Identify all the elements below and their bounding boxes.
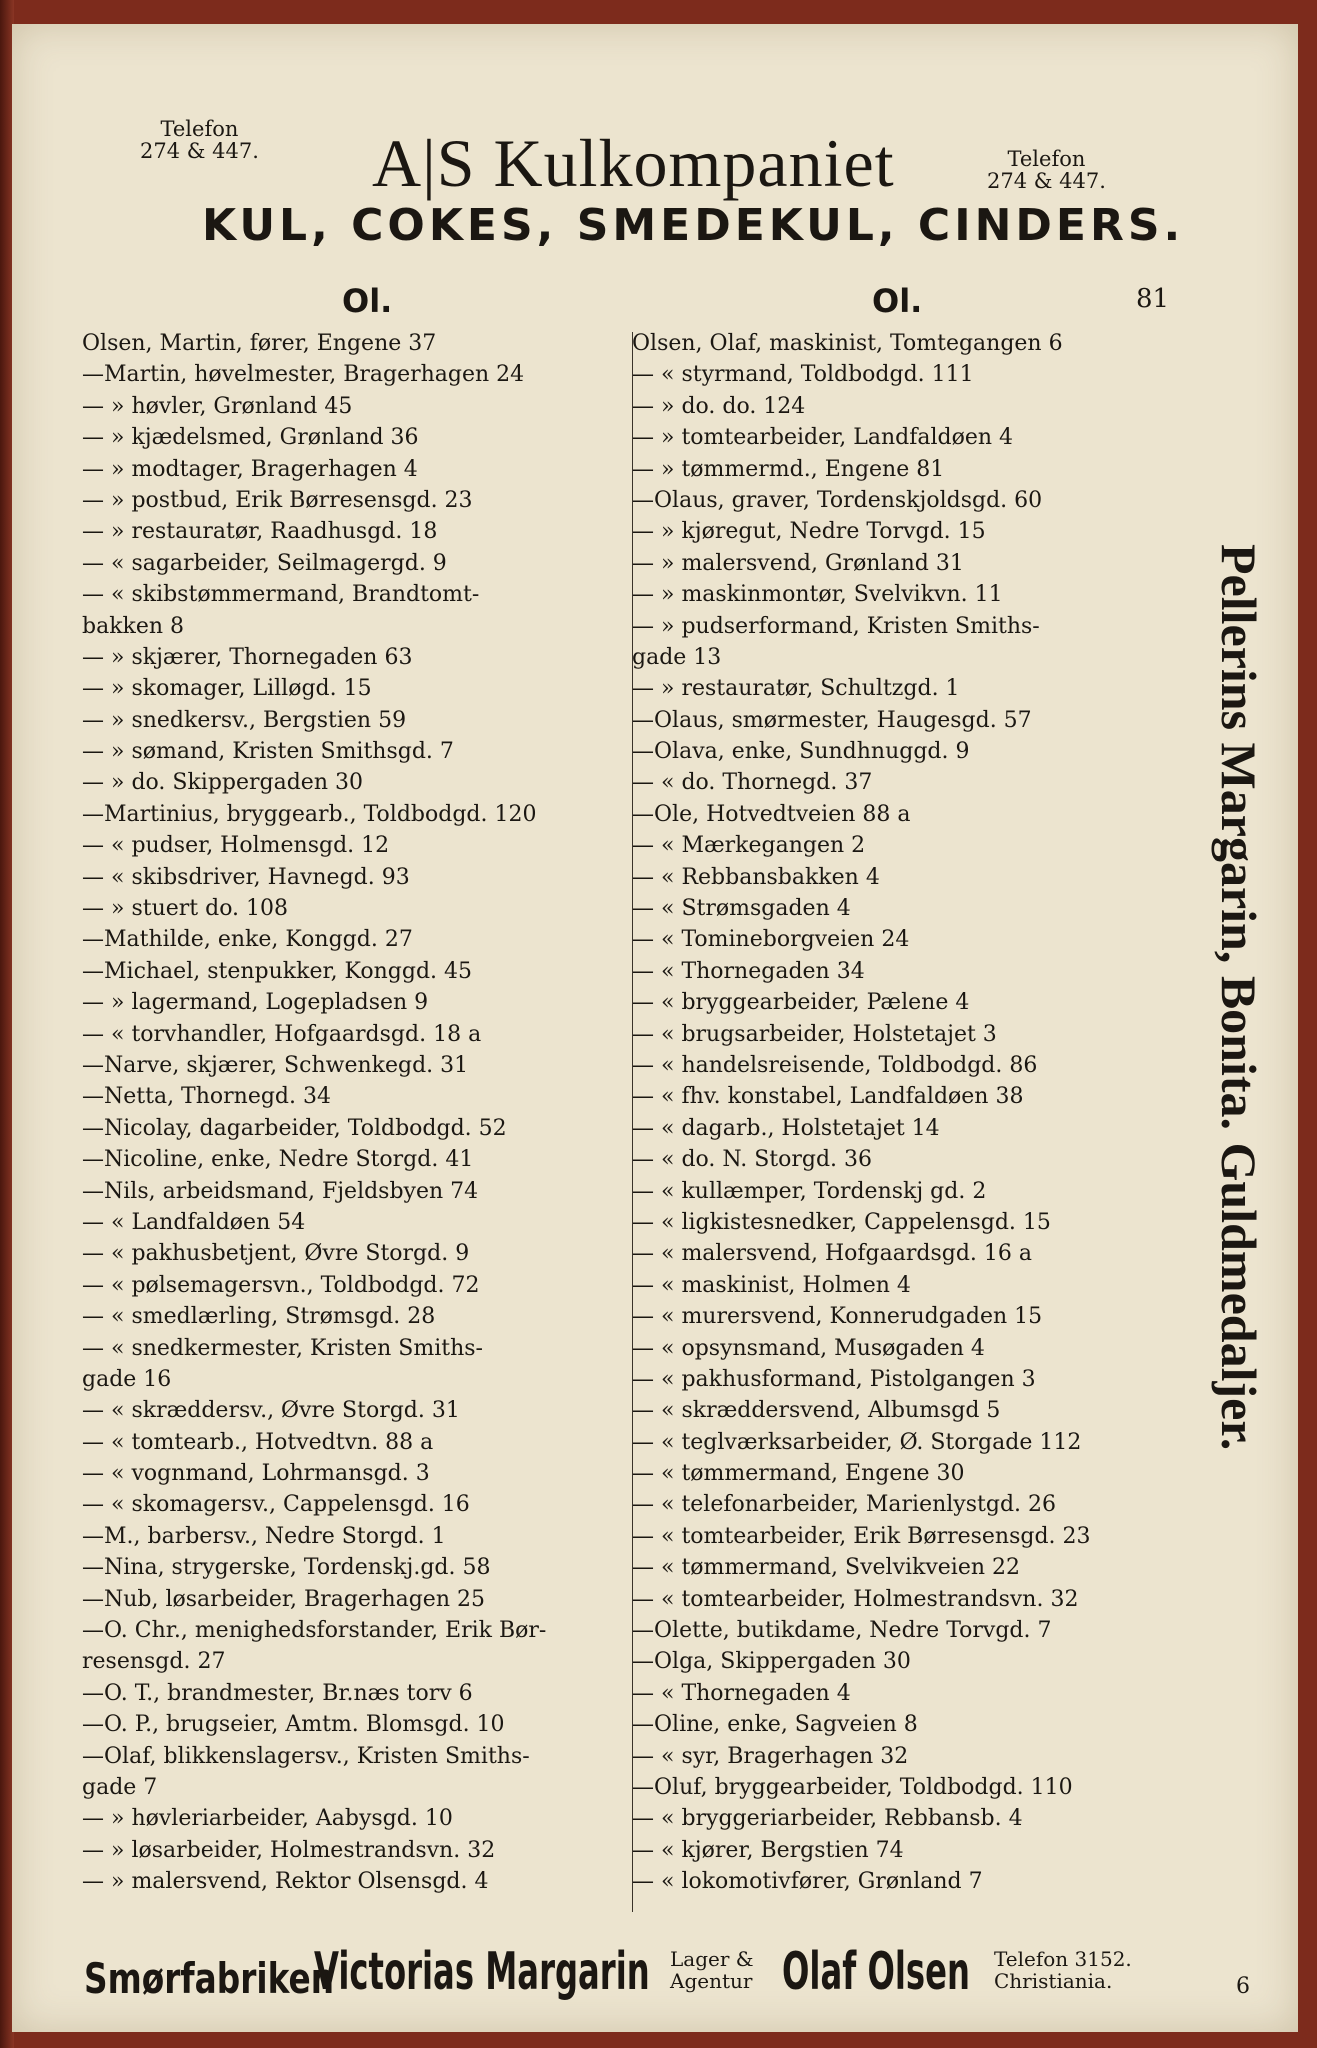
directory-entry: — » kjøregut, Nedre Torvgd. 15	[632, 519, 986, 545]
directory-entry: — « styrmand, Toldbodgd. 111	[632, 362, 974, 388]
directory-page	[12, 24, 1298, 2032]
directory-entry: gade 13	[632, 644, 722, 670]
directory-entry: — « vognmand, Lohrmansgd. 3	[82, 1461, 430, 1487]
directory-entry: gade 7	[82, 1774, 158, 1800]
directory-entry: bakken 8	[82, 613, 185, 639]
directory-entry: — « lokomotivfører, Grønland 7	[632, 1869, 983, 1895]
directory-entry: — « do. N. Storgd. 36	[632, 1147, 873, 1173]
directory-entry: —Oline, enke, Sagveien 8	[632, 1712, 918, 1738]
directory-entry: — « ligkistesnedker, Cappelensgd. 15	[632, 1209, 1051, 1235]
directory-entry: Olsen, Martin, fører, Engene 37	[82, 331, 437, 356]
footer-telephone-line2: Christiania.	[994, 1969, 1113, 1993]
directory-entry: — » kjædelsmed, Grønland 36	[82, 425, 419, 451]
directory-entry: —Netta, Thornegd. 34	[82, 1084, 331, 1110]
directory-entry: — « pølsemagersvn., Toldbodgd. 72	[82, 1272, 480, 1298]
directory-entry: — « telefonarbeider, Marienlystgd. 26	[632, 1492, 1057, 1518]
directory-entry: — « tomtearbeider, Holmestrandsvn. 32	[632, 1586, 1079, 1612]
column-heading-right: Ol.	[872, 282, 923, 320]
directory-entry: — « malersvend, Hofgaardsgd. 16 a	[632, 1241, 1033, 1267]
directory-entry: —M., barbersv., Nedre Storgd. 1	[82, 1523, 446, 1549]
header-telephone-left	[140, 118, 259, 162]
directory-entry: — « skibsdriver, Havnegd. 93	[82, 864, 410, 890]
directory-entry: — « pakhusbetjent, Øvre Storgd. 9	[82, 1241, 470, 1267]
directory-entry: — » snedkersv., Bergstien 59	[82, 707, 407, 733]
directory-entry: —Olava, enke, Sundhnuggd. 9	[632, 739, 970, 765]
directory-entry: —Mathilde, enke, Konggd. 27	[82, 927, 413, 953]
directory-entry: — » modtager, Bragerhagen 4	[82, 456, 418, 482]
directory-entry: — » skomager, Lilløgd. 15	[82, 676, 372, 702]
directory-entry: — « skræddersv., Øvre Storgd. 31	[82, 1398, 460, 1424]
directory-entry: — » løsarbeider, Holmestrandsvn. 32	[82, 1837, 496, 1863]
directory-entry: — » høvler, Grønland 45	[82, 393, 353, 419]
directory-entry: — « smedlærling, Strømsgd. 28	[82, 1304, 436, 1330]
directory-entry: — « tomtearb., Hotvedtvn. 88 a	[82, 1429, 434, 1455]
header-telephone-right	[987, 148, 1106, 192]
directory-entry: — « teglværksarbeider, Ø. Storgade 112	[632, 1429, 1082, 1455]
footer-lager-agentur	[670, 1948, 754, 1992]
footer-advert-smorfabriken: Smørfabriken	[84, 1954, 335, 2003]
directory-entry: — « Rebbansbakken 4	[632, 864, 880, 890]
side-advert-text: Pellerins Margarin, Bonita. Guldmedaljer.	[1211, 544, 1267, 1451]
directory-entry: — « dagarb., Holstetajet 14	[632, 1115, 940, 1141]
directory-entry: —Nicoline, enke, Nedre Storgd. 41	[82, 1147, 474, 1173]
directory-entry: — « syr, Bragerhagen 32	[632, 1743, 909, 1769]
telephone-label: Telefon	[160, 117, 239, 141]
directory-entry: — » postbud, Erik Børresensgd. 23	[82, 487, 473, 513]
directory-entry: — « torvhandler, Hofgaardsgd. 18 a	[82, 1021, 482, 1047]
directory-entry: —Nub, løsarbeider, Bragerhagen 25	[82, 1586, 485, 1612]
footer-telephone-line1: Telefon 3152.	[994, 1947, 1132, 1971]
directory-entry: — « brugsarbeider, Holstetajet 3	[632, 1021, 997, 1047]
directory-entry: —O. P., brugseier, Amtm. Blomsgd. 10	[82, 1712, 505, 1738]
directory-entry: — « skomagersv., Cappelensgd. 16	[82, 1492, 470, 1518]
left-column-entries	[82, 328, 627, 1898]
directory-entry: —Olga, Skippergaden 30	[632, 1649, 911, 1675]
page-header-advert	[12, 24, 1298, 254]
directory-entry: —Narve, skjærer, Schwenkegd. 31	[82, 1052, 469, 1078]
directory-entry: —O. T., brandmester, Br.næs torv 6	[82, 1680, 473, 1706]
directory-entry: — « Strømsgaden 4	[632, 896, 851, 922]
directory-entry: resensgd. 27	[82, 1649, 226, 1675]
directory-entry: — « sagarbeider, Seilmagergd. 9	[82, 550, 447, 576]
products-line: KUL, COKES, SMEDEKUL, CINDERS.	[202, 200, 1185, 251]
right-column-entries	[632, 328, 1162, 1898]
directory-entry: — « tømmermand, Svelvikveien 22	[632, 1555, 1021, 1581]
directory-entry: —Olaus, smørmester, Haugesgd. 57	[632, 707, 1032, 733]
directory-entry: — « maskinist, Holmen 4	[632, 1272, 911, 1298]
footer-advert-olaf-olsen: Olaf Olsen	[782, 1942, 970, 2002]
footer-lager-line1: Lager &	[670, 1947, 754, 1971]
directory-entry: — « Landfaldøen 54	[82, 1209, 306, 1235]
footer-lager-line2: Agentur	[670, 1969, 753, 1993]
directory-entry: — » pudserformand, Kristen Smiths-	[632, 613, 1040, 639]
directory-entry: — « do. Thornegd. 37	[632, 770, 873, 796]
directory-entry: — « Tomineborgveien 24	[632, 927, 910, 953]
directory-entry: gade 16	[82, 1366, 172, 1392]
directory-entry: — » restauratør, Raadhusgd. 18	[82, 519, 438, 545]
directory-entry: — » sømand, Kristen Smithsgd. 7	[82, 739, 454, 765]
directory-entry: — » malersvend, Grønland 31	[632, 550, 964, 576]
directory-entry: — « fhv. konstabel, Landfaldøen 38	[632, 1084, 1024, 1110]
directory-entry: — « murersvend, Konnerudgaden 15	[632, 1304, 1043, 1330]
directory-entry: — « tomtearbeider, Erik Børresensgd. 23	[632, 1523, 1091, 1549]
directory-entry: — » lagermand, Logepladsen 9	[82, 990, 429, 1016]
directory-entry: — « Mærkegangen 2	[632, 833, 866, 859]
directory-entry: — « bryggeriarbeider, Rebbansb. 4	[632, 1806, 1023, 1832]
directory-entry: —O. Chr., menighedsforstander, Erik Bør-	[82, 1618, 547, 1644]
signature-mark-number: 6	[1236, 1974, 1250, 1999]
telephone-label: Telefon	[1007, 147, 1086, 171]
vertical-side-advert	[1211, 544, 1284, 1594]
directory-entry: — « Thornegaden 34	[632, 958, 865, 984]
telephone-number: 274 & 447.	[987, 169, 1106, 193]
page-number: 81	[1136, 284, 1170, 314]
directory-entry: — « bryggearbeider, Pælene 4	[632, 990, 970, 1016]
directory-entry: — « kullæmper, Tordenskj gd. 2	[632, 1178, 987, 1204]
directory-entry: — » do. Skippergaden 30	[82, 770, 363, 796]
directory-entry: —Olaf, blikkenslagersv., Kristen Smiths-	[82, 1743, 530, 1769]
directory-entry: —Michael, stenpukker, Konggd. 45	[82, 958, 473, 984]
directory-entry: — « kjører, Bergstien 74	[632, 1837, 904, 1863]
directory-entry: — « pudser, Holmensgd. 12	[82, 833, 390, 859]
directory-entry: — « snedkermester, Kristen Smiths-	[82, 1335, 483, 1361]
directory-entry: —Nils, arbeidsmand, Fjeldsbyen 74	[82, 1178, 479, 1204]
directory-entry: —Oluf, bryggearbeider, Toldbodgd. 110	[632, 1774, 1073, 1800]
directory-entry: —Olaus, graver, Tordenskjoldsgd. 60	[632, 487, 1043, 513]
directory-entry: —Nicolay, dagarbeider, Toldbodgd. 52	[82, 1115, 507, 1141]
column-heading-left: Ol.	[342, 282, 393, 320]
directory-entry: — » stuert do. 108	[82, 896, 289, 922]
directory-entry: — » maskinmontør, Svelvikvn. 11	[632, 582, 1003, 608]
directory-entry: — « handelsreisende, Toldbodgd. 86	[632, 1052, 1038, 1078]
directory-entry: —Martin, høvelmester, Bragerhagen 24	[82, 362, 525, 388]
directory-entry: — » do. do. 124	[632, 393, 806, 419]
directory-entry: — » tomtearbeider, Landfaldøen 4	[632, 425, 1013, 451]
telephone-number: 274 & 447.	[140, 139, 259, 163]
page-footer-advert	[12, 1938, 1298, 2018]
directory-entry: Olsen, Olaf, maskinist, Tomtegangen 6	[632, 331, 1063, 356]
footer-telephone	[994, 1948, 1132, 1992]
directory-entry: — » høvleriarbeider, Aabysgd. 10	[82, 1806, 453, 1832]
directory-entry: — » restauratør, Schultzgd. 1	[632, 676, 960, 702]
directory-entry: — « skibstømmermand, Brandtomt-	[82, 582, 480, 608]
directory-entry: —Martinius, bryggearb., Toldbodgd. 120	[82, 801, 537, 827]
directory-entry: — « opsynsmand, Musøgaden 4	[632, 1335, 985, 1361]
directory-entry: — « Thornegaden 4	[632, 1680, 851, 1706]
directory-entry: —Nina, strygerske, Tordenskj.gd. 58	[82, 1555, 491, 1581]
company-name: A|S Kulkompaniet	[372, 125, 895, 201]
directory-entry: —Olette, butikdame, Nedre Torvgd. 7	[632, 1618, 1052, 1644]
directory-entry: — » tømmermd., Engene 81	[632, 456, 945, 482]
directory-entry: — » skjærer, Thornegaden 63	[82, 644, 413, 670]
directory-entry: — « skræddersvend, Albumsgd 5	[632, 1398, 1001, 1424]
directory-entry: — « pakhusformand, Pistolgangen 3	[632, 1366, 1036, 1392]
directory-entry: — « tømmermand, Engene 30	[632, 1461, 965, 1487]
directory-entry: — » malersvend, Rektor Olsensgd. 4	[82, 1869, 489, 1895]
footer-advert-victorias-margarin: Victorias Margarin	[314, 1942, 650, 2002]
directory-entry: —Ole, Hotvedtveien 88 a	[632, 801, 911, 827]
